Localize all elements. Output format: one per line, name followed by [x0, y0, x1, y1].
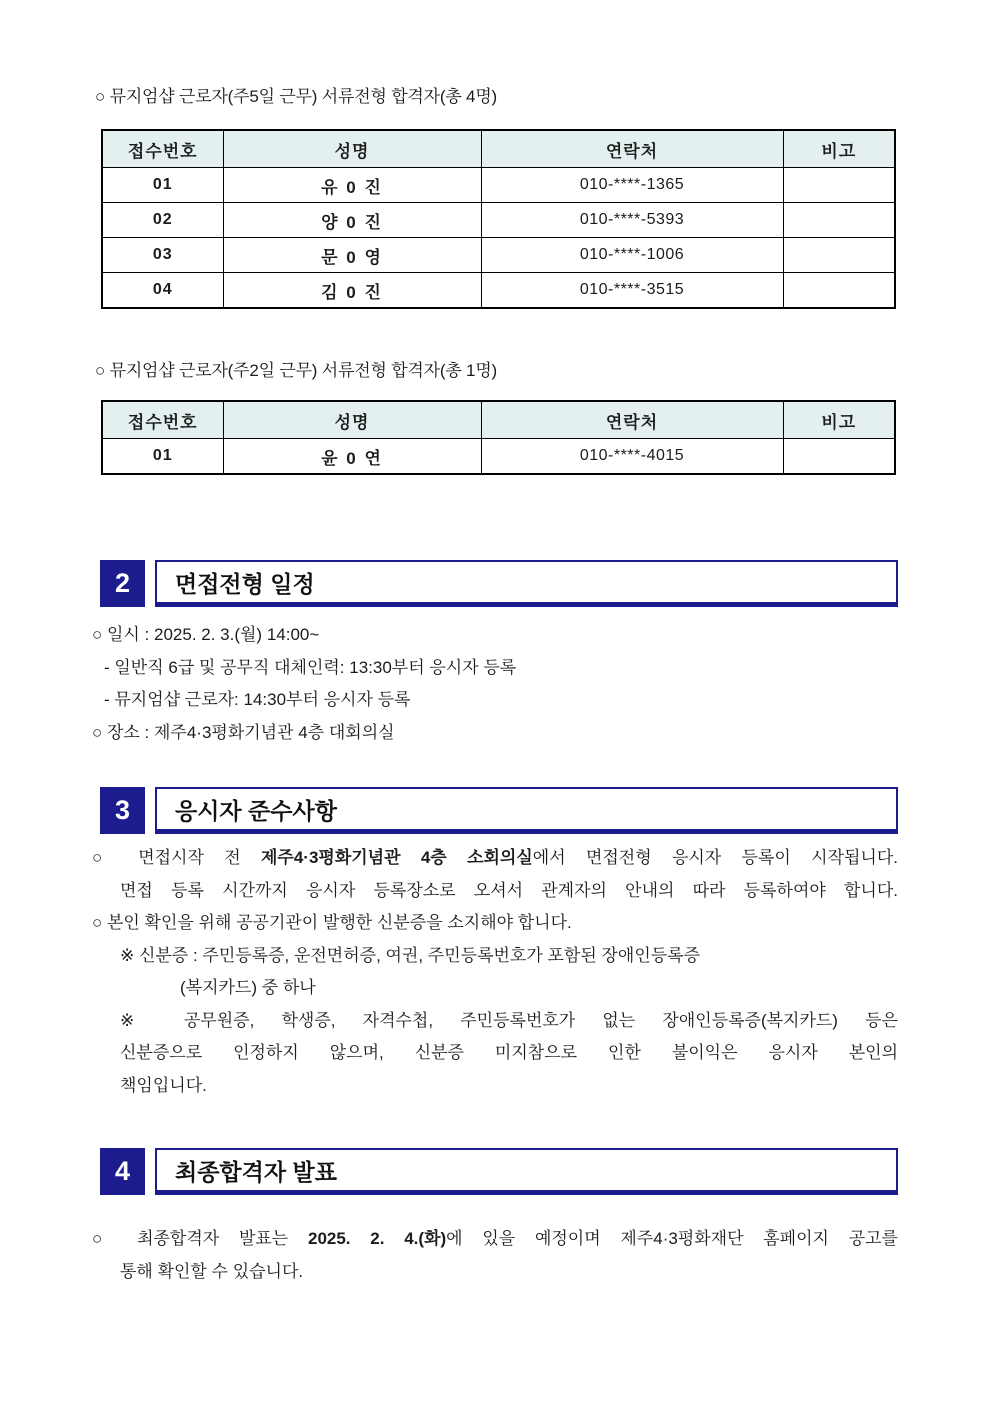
pass-list-table: [101, 129, 896, 309]
text-line: [92, 1005, 898, 1038]
section-header: [92, 787, 898, 834]
text-line: [92, 1223, 898, 1256]
table-row: [102, 238, 895, 273]
table-1-wrap: [101, 129, 896, 309]
table-row: [102, 439, 895, 475]
section-header: [92, 1148, 898, 1195]
section-applicant-rules: [92, 787, 898, 1102]
text-line: [92, 684, 898, 717]
text: ○ 장소 : 제주4·3평화기념관 4층 대회의실: [92, 722, 395, 742]
text: 통해 확인할 수 있습니다.: [120, 1261, 304, 1281]
text: - 뮤지엄샵 근로자: 14:30부터 응시자 등록: [104, 690, 411, 709]
table-row: [102, 273, 895, 309]
note-cell: [783, 238, 895, 273]
note-cell: [783, 203, 895, 238]
section-body: [92, 1223, 898, 1288]
table-row: [102, 203, 895, 238]
column-header: 연락처: [481, 130, 783, 168]
phone-cell: 010-****-1006: [481, 238, 783, 273]
receipt-no-cell: 01: [102, 439, 223, 475]
header-row: [102, 130, 895, 168]
receipt-no-cell: 01: [102, 168, 223, 203]
text: ○ 최종합격자 발표는: [92, 1229, 308, 1248]
table-2-wrap: [101, 400, 896, 475]
section-header: [92, 560, 898, 607]
section-number-badge: 3: [100, 787, 145, 834]
receipt-no-cell: 03: [102, 238, 223, 273]
section-body: [92, 619, 898, 749]
text-line: [92, 652, 898, 685]
text-line: [92, 619, 898, 652]
text: (복지카드) 중 하나: [180, 978, 316, 997]
column-header: 성명: [223, 401, 481, 439]
section-title: 응시자 준수사항: [175, 797, 337, 824]
bold-text: 2025. 2. 4.(화): [307, 1229, 447, 1248]
name-cell: 유 0 진: [223, 168, 481, 203]
name-cell: 양 0 진: [223, 203, 481, 238]
section-number-badge: 2: [100, 560, 145, 607]
text: ○ 본인 확인을 위해 공공기관이 발행한 신분증을 소지해야 합니다.: [92, 913, 572, 932]
text-line: [92, 875, 898, 908]
text-line: [92, 1070, 898, 1103]
text-line: [92, 717, 898, 750]
text: 면접 등록 시간까지 응시자 등록장소로 오셔서 관계자의 안내의 따라 등록하여야 합니다.: [120, 880, 898, 900]
text: 책임입니다.: [120, 1075, 207, 1095]
text: ○ 일시 : 2025. 2. 3.(월) 14:00~: [92, 625, 320, 644]
text: ○ 면접시작 전: [92, 848, 261, 867]
text-line: [92, 1256, 898, 1289]
text-line: [92, 907, 898, 940]
section-title-box: [155, 1148, 898, 1195]
text-line: [92, 940, 898, 973]
table-1-heading: ○ 뮤지엄샵 근로자(주5일 근무) 서류전형 합격자(총 4명): [95, 87, 497, 106]
section-title-box: [155, 787, 898, 834]
phone-cell: 010-****-3515: [481, 273, 783, 309]
pass-list-table: [101, 400, 896, 475]
section-interview-schedule: [92, 560, 898, 749]
text-line: [92, 972, 898, 1005]
phone-cell: 010-****-4015: [481, 439, 783, 475]
note-cell: [783, 168, 895, 203]
phone-cell: 010-****-5393: [481, 203, 783, 238]
name-cell: 김 0 진: [223, 273, 481, 309]
text: ※ 신분증 : 주민등록증, 운전면허증, 여권, 주민등록번호가 포함된 장애인등록증: [120, 945, 701, 965]
note-cell: [783, 439, 895, 475]
text: - 일반직 6급 및 공무직 대체인력: 13:30부터 응시자 등록: [104, 657, 517, 677]
text: 신분증으로 인정하지 않으며, 신분증 미지참으로 인한 불이익은 응시자 본인의: [120, 1043, 898, 1062]
note-cell: [783, 273, 895, 309]
table-2-heading: ○ 뮤지엄샵 근로자(주2일 근무) 서류전형 합격자(총 1명): [95, 361, 497, 380]
column-header: 성명: [223, 130, 481, 168]
column-header: 비고: [783, 130, 895, 168]
header-row: [102, 401, 895, 439]
table-row: [102, 168, 895, 203]
section-title: 최종합격자 발표: [175, 1158, 337, 1185]
section-title: 면접전형 일정: [175, 570, 315, 597]
name-cell: 문 0 영: [223, 238, 481, 273]
text-line: [92, 1037, 898, 1070]
column-header: 접수번호: [102, 401, 223, 439]
receipt-no-cell: 02: [102, 203, 223, 238]
section-final-results: [92, 1148, 898, 1288]
column-header: 접수번호: [102, 130, 223, 168]
section-title-box: [155, 560, 898, 607]
column-header: 연락처: [481, 401, 783, 439]
section-body: [92, 842, 898, 1102]
text: 에서 면접전형 응시자 등록이 시작됩니다.: [532, 848, 898, 867]
phone-cell: 010-****-1365: [481, 168, 783, 203]
text-line: [92, 842, 898, 875]
text: ※ 공무원증, 학생증, 자격수첩, 주민등록번호가 없는 장애인등록증(복지카드) 등은: [120, 1010, 898, 1030]
name-cell: 윤 0 연: [223, 439, 481, 475]
column-header: 비고: [783, 401, 895, 439]
section-number-badge: 4: [100, 1148, 145, 1195]
text: 에 있을 예정이며 제주4·3평화재단 홈페이지 공고를: [446, 1229, 898, 1248]
bold-text: 제주4·3평화기념관 4층 소회의실: [261, 848, 533, 867]
receipt-no-cell: 04: [102, 273, 223, 309]
